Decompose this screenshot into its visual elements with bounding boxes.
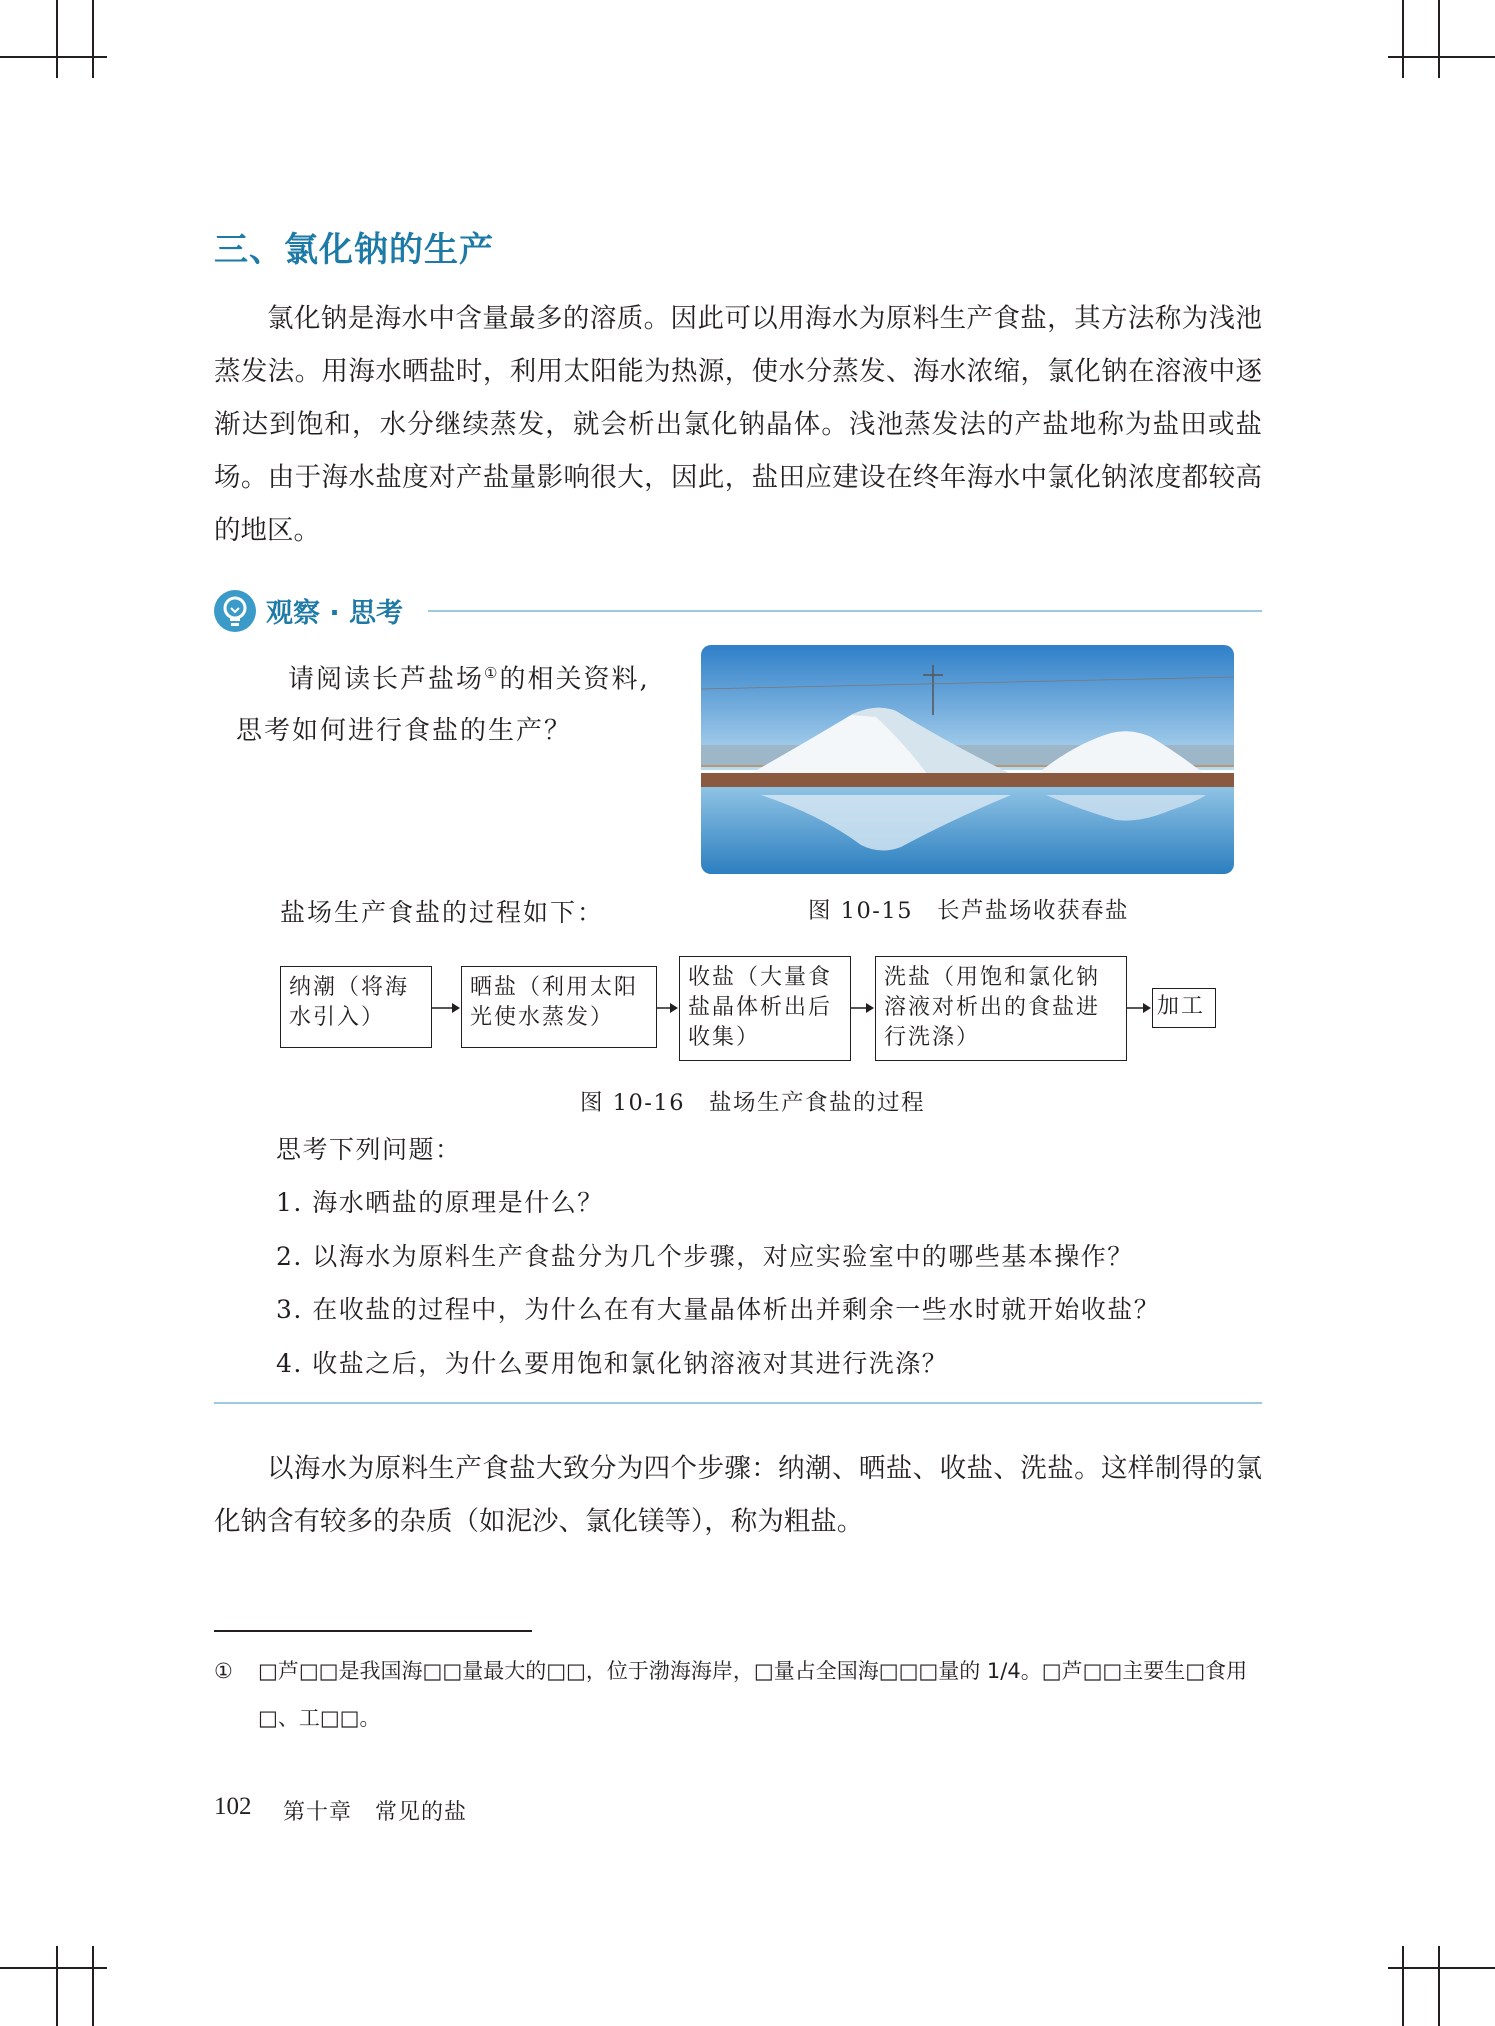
flow-step-2: 晒盐（利用太阳光使水蒸发）	[461, 966, 657, 1048]
flow-step-3: 收盐（大量食盐晶体析出后收集）	[679, 956, 851, 1061]
chapter-title: 第十章 常见的盐	[283, 1800, 468, 1825]
crop-mark	[1402, 1946, 1404, 2026]
salt-field-photo	[701, 645, 1234, 874]
body-paragraph-1: 氯化钠是海水中含量最多的溶质。因此可以用海水为原料生产食盐，其方法称为浅池蒸发法。用海水晒盐时，利用太阳能为热源，使水分蒸发、海水浓缩，氯化钠在溶液中逐渐达到饱和，水分继续蒸发，就会析出氯化钠晶体。浅池蒸发法的产盐地称为盐田或盐场。由于海水盐度对产盐量影响很大，因此，盐田应建设在终年海水中氯化钠浓度都较高的地区。	[214, 303, 1262, 546]
crop-mark	[56, 0, 58, 78]
footnote-mark: ①	[214, 1659, 233, 1683]
observe-think-header	[214, 588, 1262, 634]
body-paragraph-2: 以海水为原料生产食盐大致分为四个步骤：纳潮、晒盐、收盐、洗盐。这样制得的氯化钠含有较多的杂质（如泥沙、氯化镁等），称为粗盐。	[214, 1453, 1262, 1537]
footnote	[214, 1648, 1262, 1742]
question-1: 1. 海水晒盐的原理是什么？	[276, 1188, 604, 1217]
flow-step-5: 加工	[1152, 988, 1216, 1028]
page-number: 102	[214, 1793, 252, 1820]
crop-mark	[1438, 0, 1440, 78]
section-title: 三、氯化钠的生产	[214, 230, 494, 270]
flow-caption: 图 10-16 盐场生产食盐的过程	[580, 1090, 926, 1116]
lightbulb-icon	[214, 590, 256, 632]
crop-mark	[1388, 1967, 1495, 1969]
question-4: 4. 收盐之后，为什么要用饱和氯化钠溶液对其进行洗涤？	[276, 1349, 949, 1378]
header-rule	[428, 610, 1262, 612]
footnote-ref: ①	[484, 664, 500, 682]
question-2: 2. 以海水为原料生产食盐分为几个步骤，对应实验室中的哪些基本操作？	[276, 1242, 1134, 1271]
question-3: 3. 在收盐的过程中，为什么在有大量晶体析出并剩余一些水时就开始收盐？	[276, 1295, 1161, 1324]
footnote-rule	[214, 1630, 532, 1632]
crop-mark	[1438, 1946, 1440, 2026]
flow-step-1: 纳潮（将海水引入）	[280, 966, 432, 1048]
crop-mark	[0, 1967, 107, 1969]
flow-arrow-icon	[851, 1000, 875, 1016]
crop-mark	[1402, 0, 1404, 78]
crop-mark	[0, 56, 107, 58]
crop-mark	[1388, 56, 1495, 58]
footnote-text: □芦□□是我国海□□量最大的□□，位于渤海海岸，□量占全国海□□□量的 1/4。□芦□□主要生□食用□、工□□。	[258, 1659, 1248, 1730]
observe-think-title: 观察 · 思考	[266, 598, 404, 629]
process-intro: 盐场生产食盐的过程如下：	[280, 898, 605, 927]
box-bottom-rule	[214, 1402, 1262, 1404]
crop-mark	[92, 1946, 94, 2026]
questions-intro: 思考下列问题：	[276, 1135, 462, 1164]
flow-arrow-icon	[657, 1000, 679, 1016]
crop-mark	[56, 1946, 58, 2026]
activity-intro: 请阅读长芦盐场①的相关资料, 思考如何进行食盐的生产？	[236, 664, 650, 746]
flow-arrow-icon	[432, 1000, 461, 1016]
crop-mark	[92, 0, 94, 78]
photo-caption: 图 10-15 长芦盐场收获春盐	[808, 898, 1130, 924]
flow-arrow-icon	[1127, 1000, 1152, 1016]
flow-step-4: 洗盐（用饱和氯化钠溶液对析出的食盐进行洗涤）	[875, 956, 1127, 1061]
